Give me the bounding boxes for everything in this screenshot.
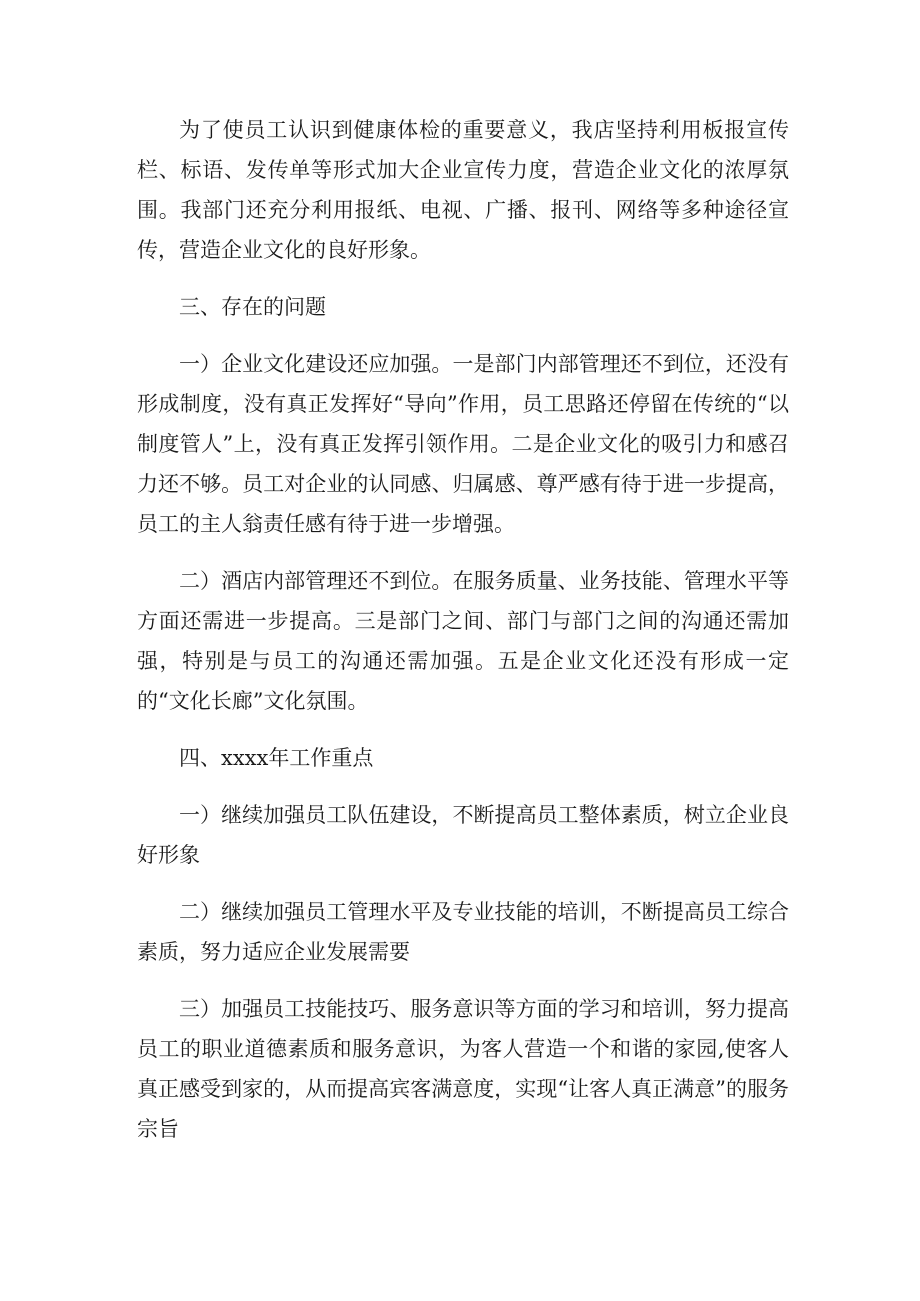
paragraph-focus-service: 三）加强员工技能技巧、服务意识等方面的学习和培训，努力提高员工的职业道德素质和服务意识，为客人营造一个和谐的家园,使客人真正感受到家的，从而提高宾客满意度，实现“让客人真正满意”的服务宗旨 (137, 997, 789, 1141)
paragraph-focus-training: 二）继续加强员工管理水平及专业技能的培训，不断提高员工综合素质，努力适应企业发展需要 (137, 900, 789, 964)
paragraph-culture-problem: 一）企业文化建设还应加强。一是部门内部管理还不到位，还没有形成制度，没有真正发挥好“导向”作用，员工思路还停留在传统的“以制度管人”上，没有真正发挥引领作用。二是企业文化的吸引力和感召力还不够。员工对企业的认同感、归属感、尊严感有待于进一步提高，员工的主人翁责任感有待于进一步增强。 (137, 352, 789, 536)
section-heading-work-focus: 四、xxxx年工作重点 (179, 746, 374, 770)
document-body (137, 110, 789, 1166)
paragraph-publicity: 为了使员工认识到健康体检的重要意义，我店坚持利用板报宣传栏、标语、发传单等形式加大企业宣传力度，营造企业文化的浓厚氛围。我部门还充分利用报纸、电视、广播、报刊、网络等多种途径宣传，营造企业文化的良好形象。 (137, 118, 789, 262)
paragraph-focus-team: 一）继续加强员工队伍建设，不断提高员工整体素质，树立企业良好形象 (137, 803, 789, 867)
paragraph-management-problem: 二）酒店内部管理还不到位。在服务质量、业务技能、管理水平等方面还需进一步提高。三是部门之间、部门与部门之间的沟通还需加强，特别是与员工的沟通还需加强。五是企业文化还没有形成一定的“文化长廊”文化氛围。 (137, 569, 789, 713)
section-heading-problems: 三、存在的问题 (179, 295, 326, 319)
